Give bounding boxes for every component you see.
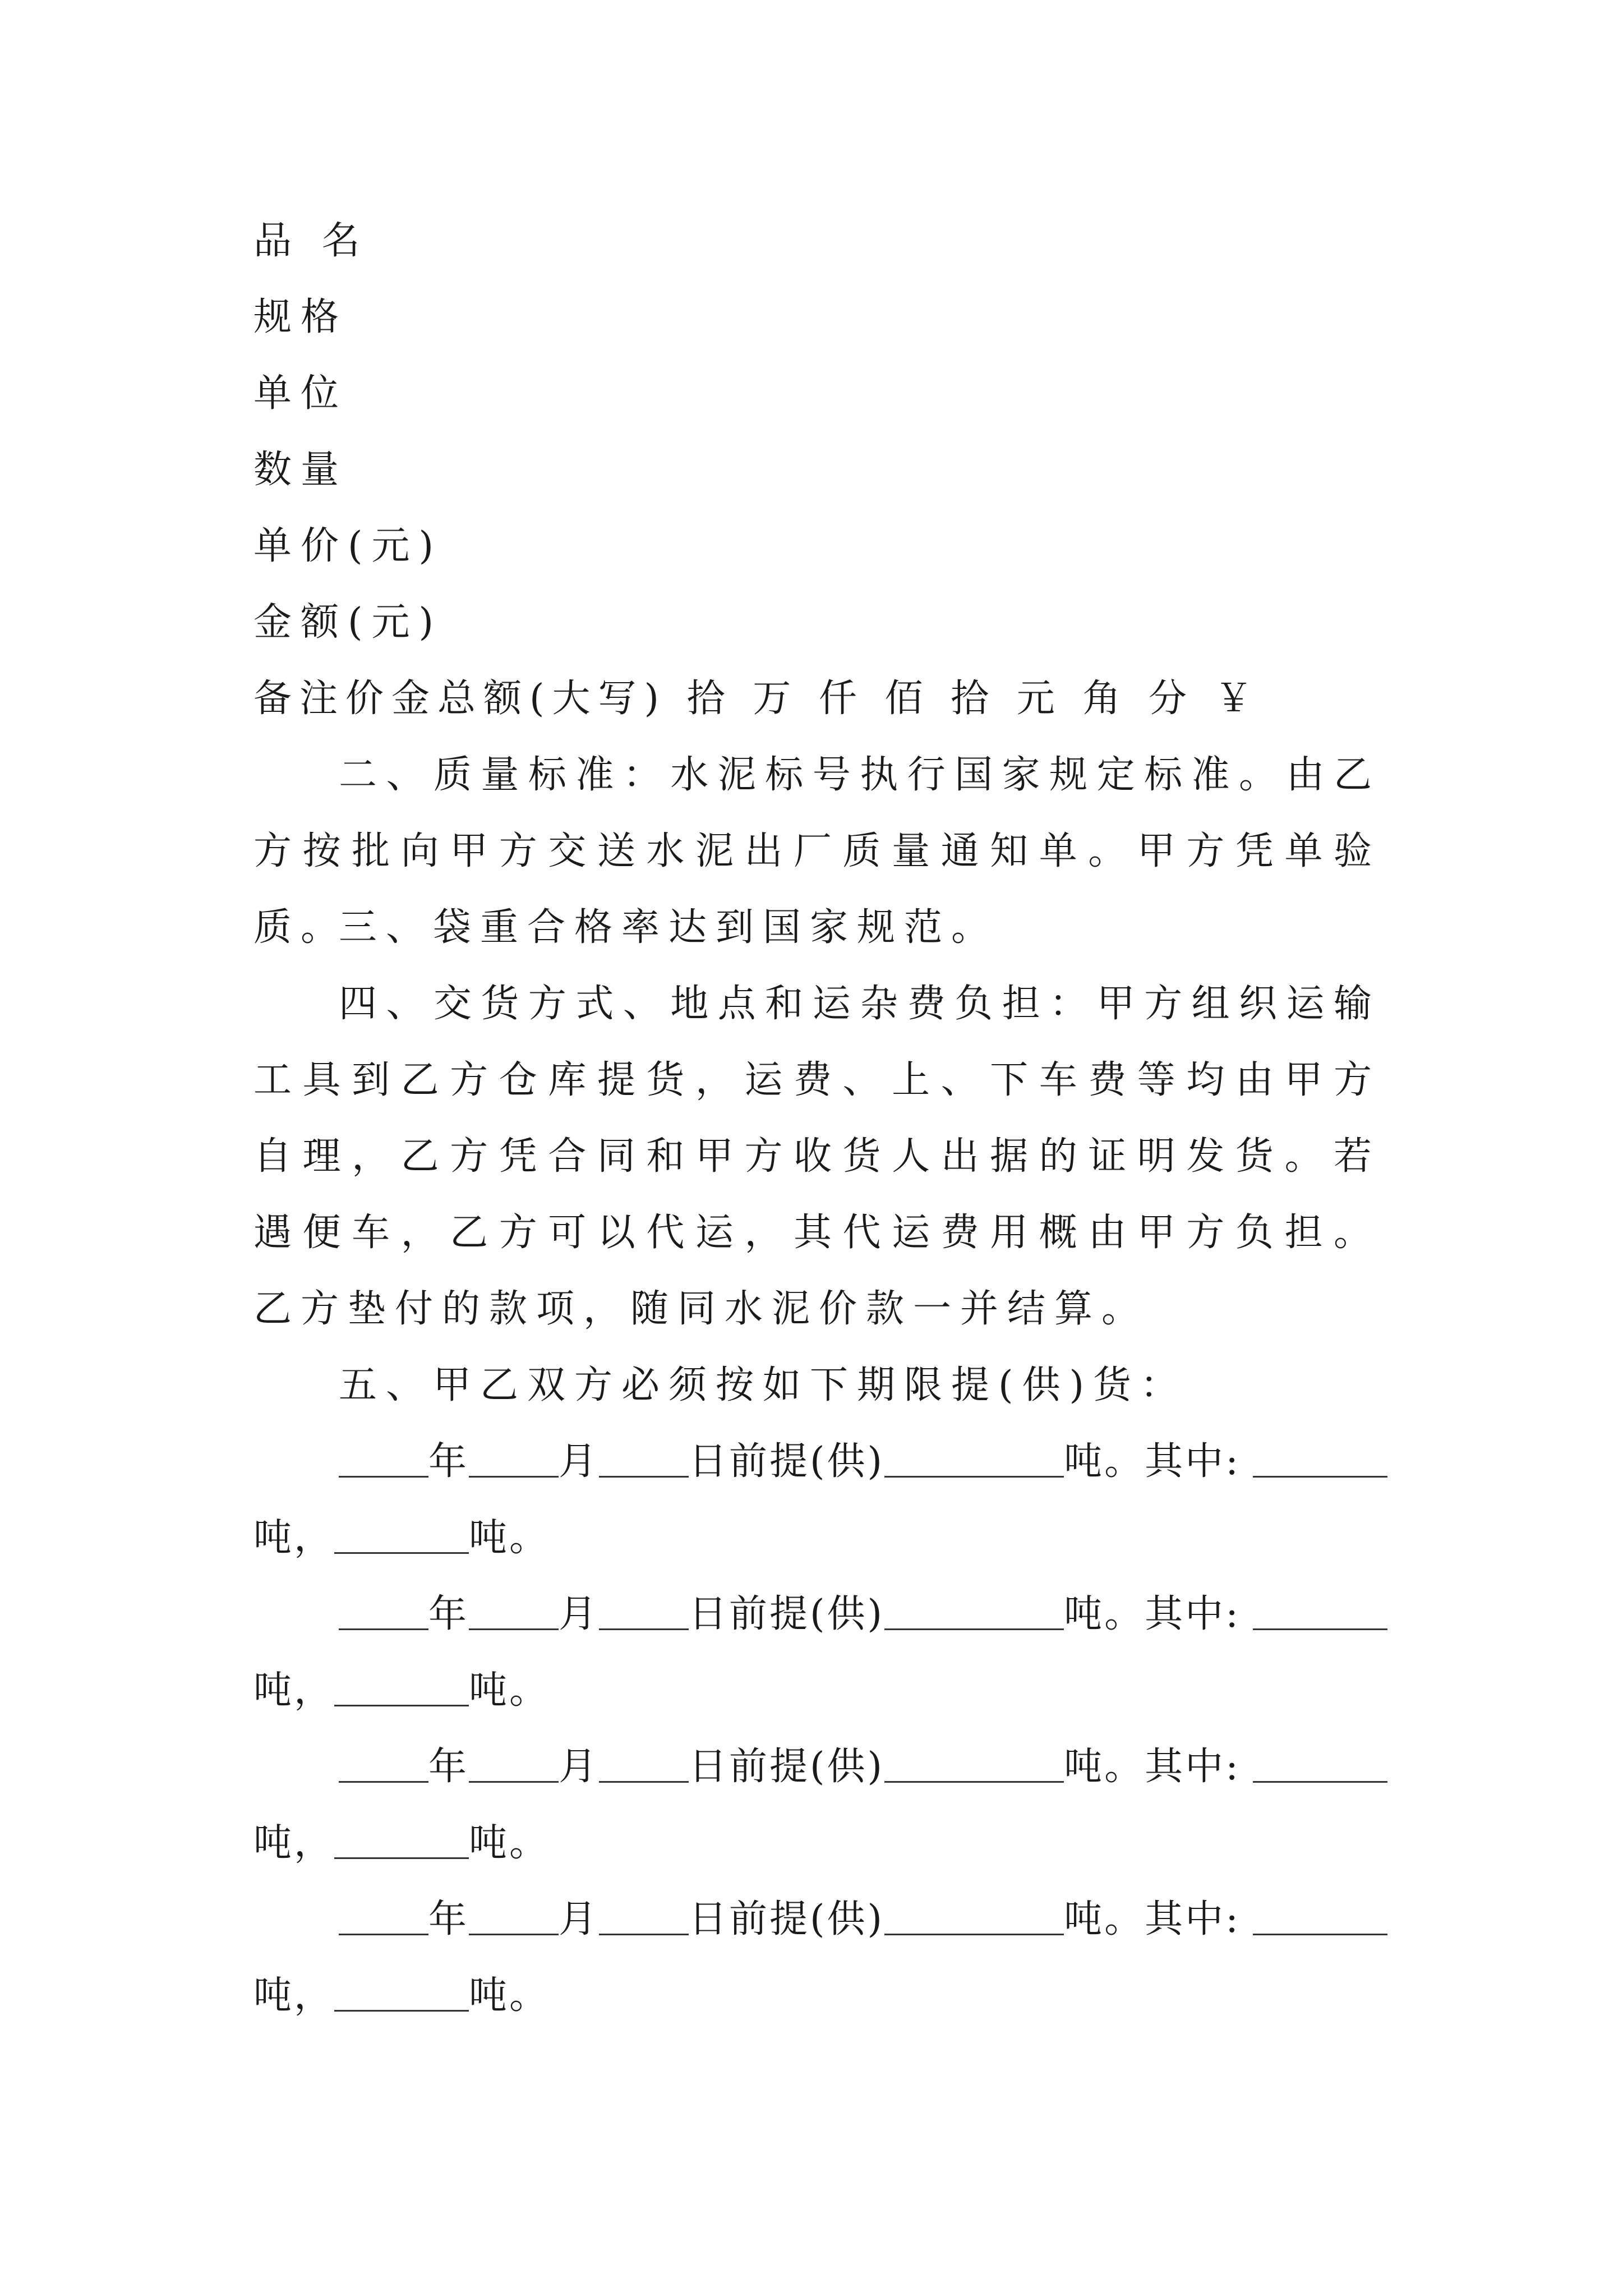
day-blank[interactable] — [599, 1595, 689, 1630]
clause-quality: 二、质量标准：水泥标号执行国家规定标准。由乙方按批向甲方交送水泥出厂质量通知单。甲方凭单验质。 — [253, 753, 1381, 950]
month-blank[interactable] — [469, 1442, 559, 1478]
year-blank[interactable] — [339, 1747, 428, 1783]
ton-blank[interactable] — [884, 1900, 1064, 1935]
ton-blank[interactable] — [884, 1442, 1064, 1478]
schedule-row-4: 年 月 日前提(供) 吨。其中: — [339, 1881, 1381, 1958]
schedule-row-1-cont: 吨， 吨。 — [253, 1516, 550, 1560]
clause-bag-weight: 三、袋重合格率达到国家规范。 — [339, 905, 999, 950]
field-quantity: 数量 — [253, 448, 348, 492]
day-blank[interactable] — [599, 1442, 689, 1478]
year-blank[interactable] — [339, 1900, 428, 1935]
part-blank[interactable] — [334, 1671, 469, 1706]
month-blank[interactable] — [469, 1595, 559, 1630]
schedule-row-2: 年 月 日前提(供) 吨。其中: — [339, 1576, 1381, 1653]
field-spec: 规格 — [253, 295, 348, 339]
year-blank[interactable] — [339, 1442, 428, 1478]
field-unit: 单位 — [253, 371, 348, 416]
schedule-row-2-cont: 吨， 吨。 — [253, 1668, 550, 1713]
schedule-row-4-cont: 吨， 吨。 — [253, 1973, 550, 2018]
year-blank[interactable] — [339, 1595, 428, 1630]
part-blank[interactable] — [1253, 1595, 1387, 1630]
field-product-name: 品 名 — [253, 219, 369, 263]
schedule-row-3: 年 月 日前提(供) 吨。其中: — [339, 1729, 1381, 1805]
part-blank[interactable] — [334, 1824, 469, 1859]
schedule-row-3-cont: 吨， 吨。 — [253, 1821, 550, 1865]
part-blank[interactable] — [334, 1976, 469, 2012]
clause-delivery: 四、交货方式、地点和运杂费负担：甲方组织运输工具到乙方仓库提货，运费、上、下车费等均由甲方自理，乙方凭合同和甲方收货人出据的证明发货。若遇便车，乙方可以代运，其代运费用概由甲方负担。乙方垫付的款项，随同水泥价款一并结算。 — [253, 982, 1381, 1331]
field-amount: 金额(元) — [253, 600, 443, 645]
total-amount-line: 备注价金总额(大写) 拾 万 仟 佰 拾 元 角 分 ￥ — [253, 677, 1261, 721]
ton-blank[interactable] — [884, 1747, 1064, 1783]
part-blank[interactable] — [1253, 1442, 1387, 1478]
clause-schedule-intro: 五、甲乙双方必须按如下期限提(供)货： — [339, 1363, 1188, 1407]
field-unit-price: 单价(元) — [253, 524, 443, 568]
schedule-row-1: 年 月 日前提(供) 吨。其中: — [339, 1424, 1381, 1500]
month-blank[interactable] — [469, 1747, 559, 1783]
day-blank[interactable] — [599, 1747, 689, 1783]
part-blank[interactable] — [1253, 1900, 1387, 1935]
day-blank[interactable] — [599, 1900, 689, 1935]
part-blank[interactable] — [1253, 1747, 1387, 1783]
ton-blank[interactable] — [884, 1595, 1064, 1630]
month-blank[interactable] — [469, 1900, 559, 1935]
part-blank[interactable] — [334, 1519, 469, 1554]
